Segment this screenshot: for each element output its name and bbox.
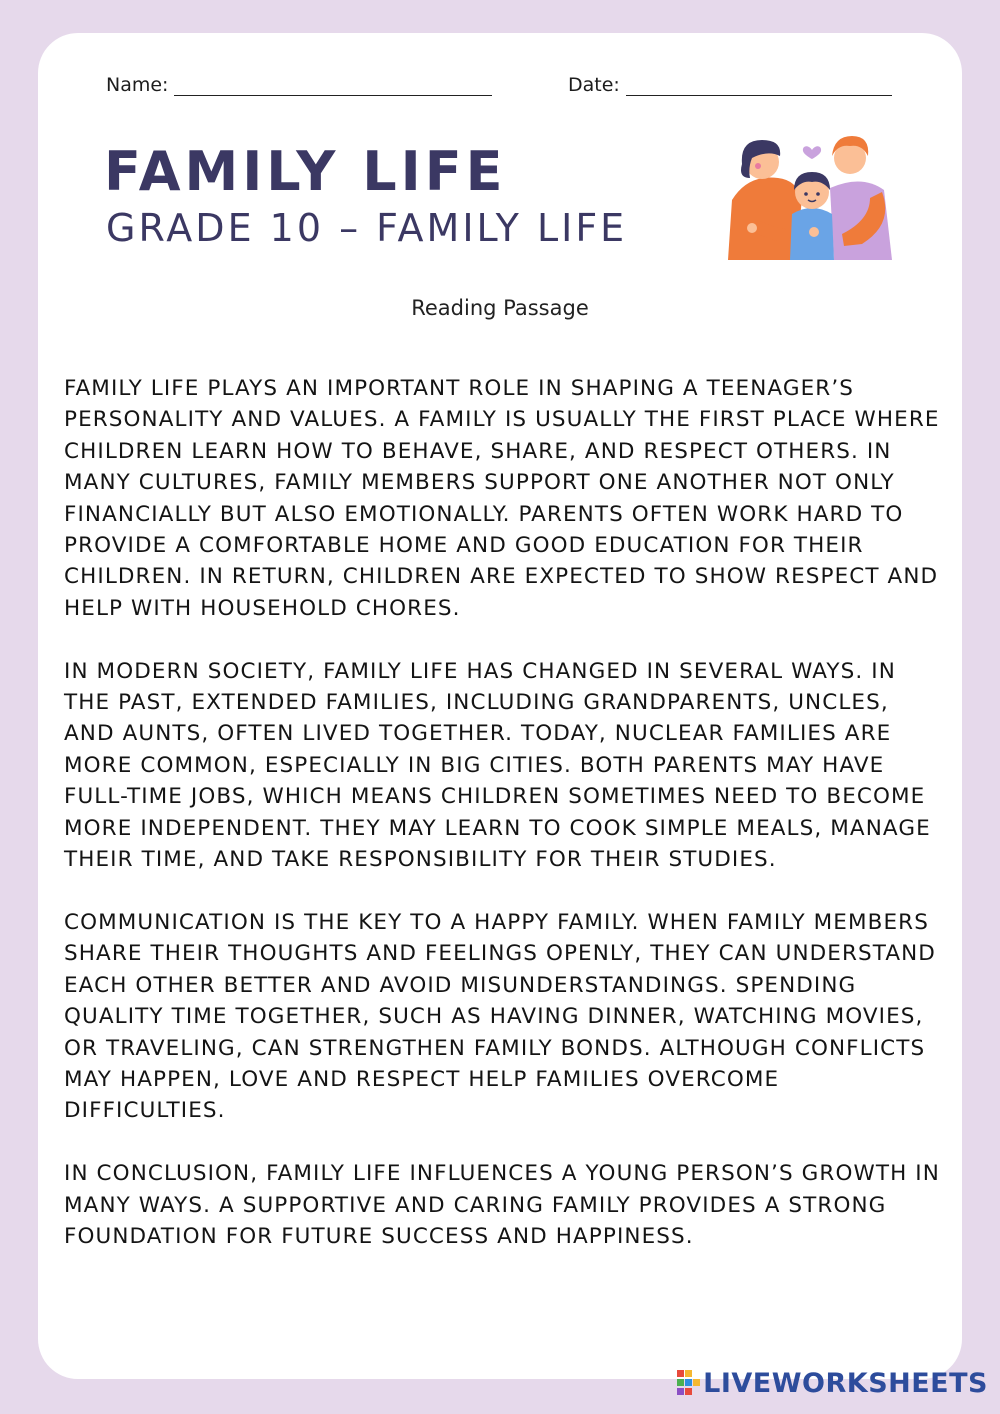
section-label: Reading Passage <box>411 296 589 320</box>
student-info-row <box>106 74 898 100</box>
reading-passage <box>64 373 944 1284</box>
brand-logo[interactable] <box>677 1366 988 1400</box>
liveworksheets-logo-icon <box>677 1370 701 1396</box>
date-label: Date: <box>568 74 620 96</box>
name-field[interactable] <box>106 74 492 96</box>
date-line[interactable] <box>626 77 892 96</box>
passage-paragraph-1: FAMILY LIFE PLAYS AN IMPORTANT ROLE IN SHAPING A TEENAGER’S PERSONALITY AND VALUES. A FAMILY IS USUALLY THE FIRST PLACE WHERE CHILDREN LEARN HOW TO BEHAVE, SHARE, AND RESPECT OTHERS. IN MANY CULTURES, FAMILY MEMBERS SUPPORT ONE ANOTHER NOT ONLY FINANCIALLY BUT ALSO EMOTIONALLY. PARENTS OFTEN WORK HARD TO PROVIDE A COMFORTABLE HOME AND GOOD EDUCATION FOR THEIR CHILDREN. IN RETURN, CHILDREN ARE EXPECTED TO SHOW RESPECT AND HELP WITH HOUSEHOLD CHORES. <box>64 376 940 621</box>
date-field[interactable] <box>568 74 892 96</box>
family-hug-icon <box>722 128 902 264</box>
passage-paragraph-2: IN MODERN SOCIETY, FAMILY LIFE HAS CHANGED IN SEVERAL WAYS. IN THE PAST, EXTENDED FAMILIES, INCLUDING GRANDPARENTS, UNCLES, AND AUNTS, OFTEN LIVED TOGETHER. TODAY, NUCLEAR FAMILIES ARE MORE COMMON, ESPECIALLY IN BIG CITIES. BOTH PARENTS MAY HAVE FULL-TIME JOBS, WHICH MEANS CHILDREN SOMETIMES NEED TO BECOME MORE INDEPENDENT. THEY MAY LEARN TO COOK SIMPLE MEALS, MANAGE THEIR TIME, AND TAKE RESPONSIBILITY FOR THEIR STUDIES. <box>64 658 931 873</box>
name-line[interactable] <box>174 77 492 96</box>
page-title: FAMILY LIFE <box>104 140 507 203</box>
brand-text: LIVEWORKSHEETS <box>703 1367 988 1399</box>
passage-paragraph-3: COMMUNICATION IS THE KEY TO A HAPPY FAMILY. WHEN FAMILY MEMBERS SHARE THEIR THOUGHTS AND FEELINGS OPENLY, THEY CAN UNDERSTAND EACH OTHER BETTER AND AVOID MISUNDERSTANDINGS. SPENDING QUALITY TIME TOGETHER, SUCH AS HAVING DINNER, WATCHING MOVIES, OR TRAVELING, CAN STRENGTHEN FAMILY BONDS. ALTHOUGH CONFLICTS MAY HAPPEN, LOVE AND RESPECT HELP FAMILIES OVERCOME DIFFICULTIES. <box>64 909 936 1124</box>
page-subtitle: GRADE 10 – FAMILY LIFE <box>106 206 628 250</box>
passage-paragraph-4: IN CONCLUSION, FAMILY LIFE INFLUENCES A YOUNG PERSON’S GROWTH IN MANY WAYS. A SUPPORTIVE AND CARING FAMILY PROVIDES A STRONG FOUNDATION FOR FUTURE SUCCESS AND HAPPINESS. <box>64 1161 940 1249</box>
name-label: Name: <box>106 74 169 96</box>
